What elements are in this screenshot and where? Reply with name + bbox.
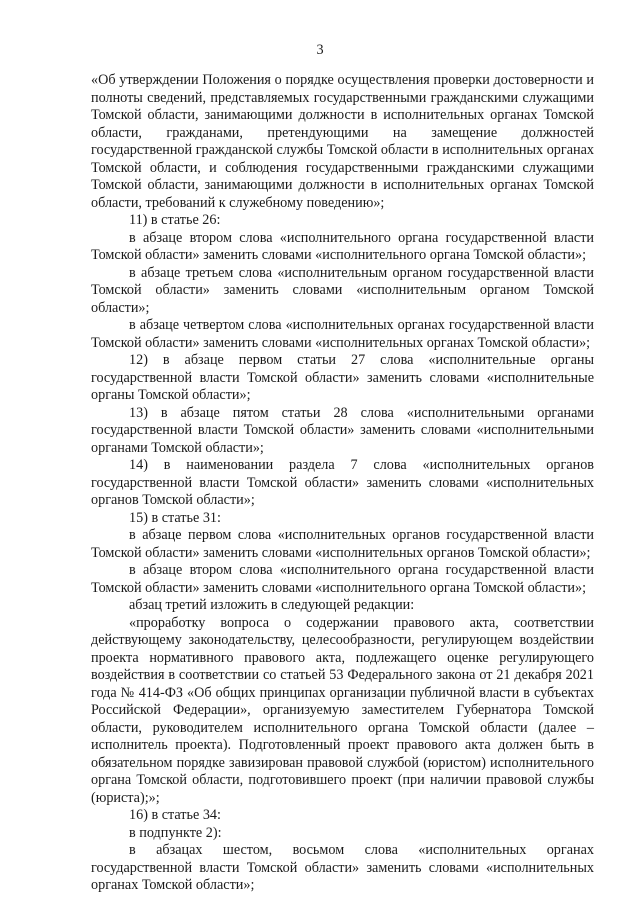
paragraph-item-11: 11) в статье 26:: [129, 212, 221, 228]
paragraph: в абзаце первом слова «исполнительных органов государственной власти Томской области» заменить словами «исполнительных органов Томской области»;: [91, 527, 594, 561]
paragraph-quoted-text: «проработку вопроса о содержании правового акта, соответствии действующему законодательству, целесообразности, регулирующем воздействии проекта нормативного правового акта, подлежащего оценке регулирующего воздействия в соответствии со статьей 53 Федерального закона от 21 декабря 2021 года № 414-ФЗ «Об общих принципах организации публичной власти в субъектах Российской Федерации», организуемую заместителем Губернатора Томской области, руководителем исполнительного органа Томской области (далее – исполнитель проекта). Подготовленный проект правового акта должен быть в обязательном порядке завизирован правовой службой (юристом) исполнительного органа Томской области, подготовившего проект (при наличии правовой службы (юриста);»;: [91, 614, 594, 806]
paragraph: в абзаце втором слова «исполнительного органа государственной власти Томской области» заменить словами «исполнительного органа Томской области»;: [91, 562, 594, 596]
page-number: 3: [316, 42, 324, 58]
paragraph-item-15: 15) в статье 31:: [129, 509, 221, 526]
paragraph: в абзаце четвертом слова «исполнительных органах государственной власти Томской области» заменить словами «исполнительных органах Томской области»;: [91, 317, 594, 351]
paragraph: в абзаце третьем слова «исполнительным органом государственной власти Томской области» заменить словами «исполнительным органом Томской области»;: [91, 264, 594, 316]
paragraph: в абзацах шестом, восьмом слова «исполнительных органах государственной власти Томской области» заменить словами «исполнительных органах Томской области»;: [91, 842, 594, 893]
paragraph-item-12: 12) в абзаце первом статьи 27 слова «исполнительные органы государственной власти Томской области» заменить словами «исполнительные органы Томской области»;: [91, 352, 594, 403]
paragraph-item-16: 16) в статье 34:: [129, 807, 221, 823]
paragraph-item-13: 13) в абзаце пятом статьи 28 слова «исполнительными органами государственной власти Томской области» заменить словами «исполнительными органами Томской области»;: [91, 404, 594, 456]
paragraph-item-14: 14) в наименовании раздела 7 слова «исполнительных органов государственной власти Томской области» заменить словами «исполнительных органов Томской области»;: [91, 457, 594, 508]
paragraph-continuation: «Об утверждении Положения о порядке осуществления проверки достоверности и полноты сведений, представляемых государственными гражданскими служащими Томской области, занимающими должности в исполнительных органах Томской области, гражданами, претендующими на замещение должностей государственной гражданской службы Томской области в исполнительных органах Томской области, и соблюдения государственными гражданскими служащими Томской области, занимающими должности в исполнительных органах Томской области, требований к служебному поведению»;: [91, 72, 594, 211]
paragraph: в абзаце втором слова «исполнительного органа государственной власти Томской области» заменить словами «исполнительного органа Томской области»;: [91, 229, 594, 263]
paragraph: абзац третий изложить в следующей редакции:: [129, 597, 415, 613]
document-body: [91, 72, 594, 895]
paragraph-subitem: в подпункте 2):: [129, 824, 222, 841]
